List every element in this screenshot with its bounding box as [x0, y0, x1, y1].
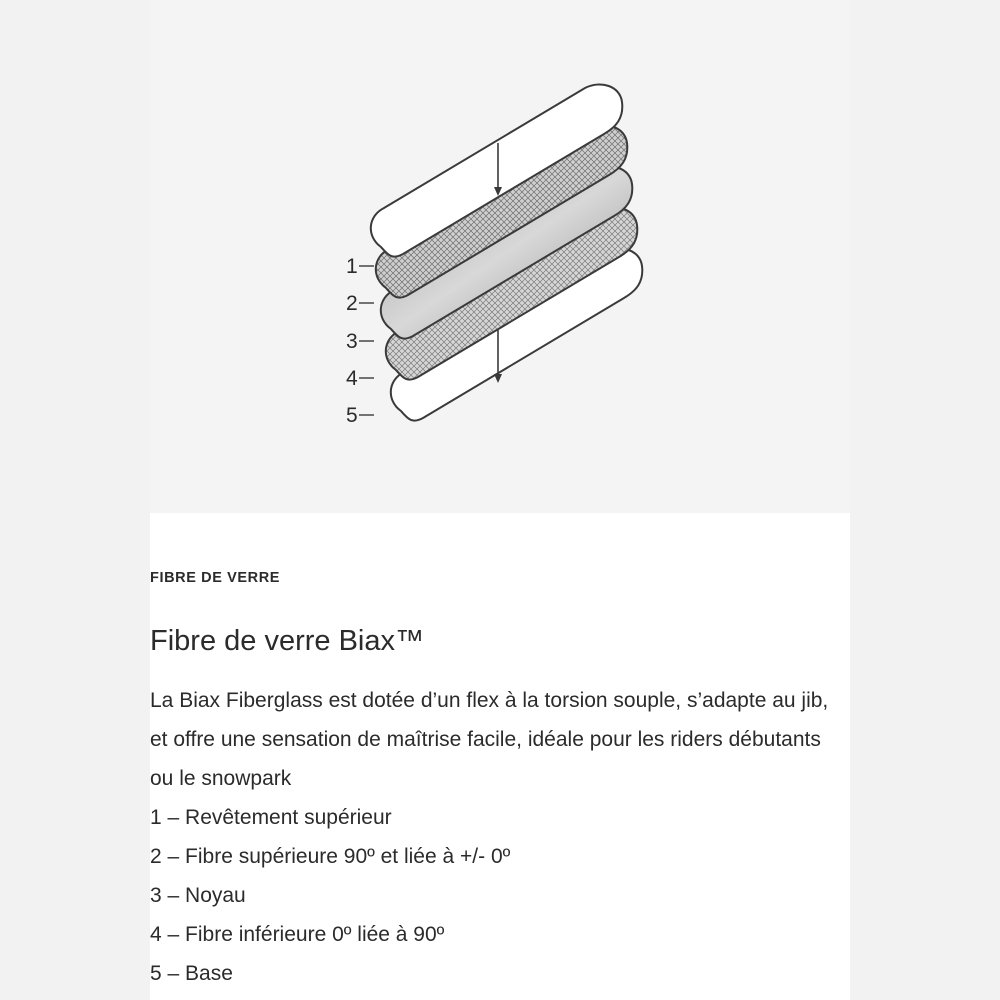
list-item: 2 – Fibre supérieure 90º et liée à +/- 0º — [150, 845, 511, 869]
page-container — [150, 0, 850, 1000]
list-item: 4 – Fibre inférieure 0º liée à 90º — [150, 923, 445, 947]
layer-callouts — [346, 255, 374, 427]
callout-2 — [346, 292, 374, 315]
snowboard-layer-construction-diagram — [150, 0, 850, 513]
figure-panel — [150, 0, 850, 513]
layer-legend-list — [150, 798, 850, 993]
callout-label-1: 1 — [346, 255, 358, 278]
list-item: 3 – Noyau — [150, 884, 246, 908]
callout-label-2: 2 — [346, 292, 358, 315]
article-kicker: FIBRE DE VERRE — [150, 570, 281, 586]
callout-1 — [346, 255, 374, 278]
list-item: 5 – Base — [150, 962, 233, 986]
list-item: 1 – Revêtement supérieur — [150, 806, 392, 830]
article-paragraph: La Biax Fiberglass est dotée d’un flex à la torsion souple, s’adapte au jib, et offre une sensation de maîtrise facile, idéale pour les riders débutants ou le snowpark — [150, 689, 829, 791]
callout-label-5: 5 — [346, 404, 358, 427]
article-content — [150, 571, 850, 993]
callout-5 — [346, 404, 374, 427]
callout-4 — [346, 367, 374, 390]
callout-3 — [346, 330, 374, 353]
page-title: Fibre de verre Biax™ — [150, 624, 424, 657]
callout-label-4: 4 — [346, 367, 358, 390]
callout-label-3: 3 — [346, 330, 358, 353]
